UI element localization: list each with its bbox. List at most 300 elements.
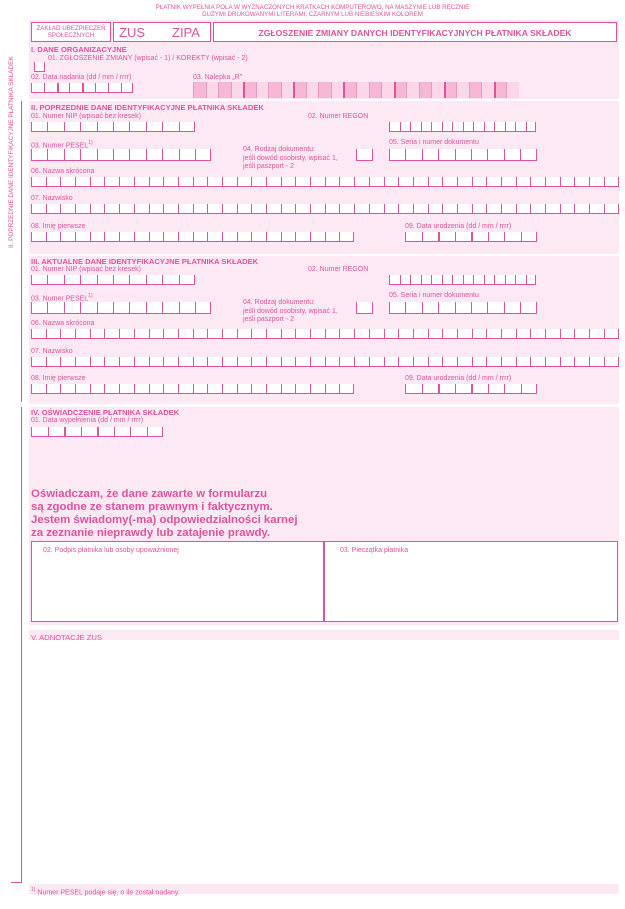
s3f08-cell[interactable] xyxy=(237,384,252,394)
s2f06-cell[interactable] xyxy=(442,177,457,187)
s1f02-cell[interactable] xyxy=(108,83,121,93)
s2f06-cell[interactable] xyxy=(31,177,46,187)
s2f02-cell[interactable] xyxy=(442,122,453,132)
s4f01-cell[interactable] xyxy=(31,427,48,437)
s3f08-cell[interactable] xyxy=(281,384,296,394)
s3f08-cell[interactable] xyxy=(222,384,237,394)
s2f07-cell[interactable] xyxy=(516,204,531,214)
s3f02-cell[interactable] xyxy=(473,275,484,285)
s2f06-cell[interactable] xyxy=(516,177,531,187)
s3f07-cell[interactable] xyxy=(178,357,193,367)
s3f06-cell[interactable] xyxy=(46,329,61,339)
s2f06-cell[interactable] xyxy=(472,177,487,187)
s3f02-cell[interactable] xyxy=(526,275,537,285)
s2f07-cell[interactable] xyxy=(384,204,399,214)
s3f07-cell[interactable] xyxy=(501,357,516,367)
s2f01-cell[interactable] xyxy=(31,122,47,132)
s2f07-cell[interactable] xyxy=(339,204,354,214)
s3f09-cell[interactable] xyxy=(455,384,472,394)
s3f02-cell[interactable] xyxy=(515,275,526,285)
s3f08-cell[interactable] xyxy=(207,384,222,394)
s3f09-cell[interactable] xyxy=(422,384,439,394)
s2f06-cell[interactable] xyxy=(266,177,281,187)
s3-f03-field[interactable] xyxy=(31,302,211,314)
s2f06-cell[interactable] xyxy=(193,177,208,187)
s3f01-cell[interactable] xyxy=(179,275,195,285)
s3f06-cell[interactable] xyxy=(222,329,237,339)
s3f06-cell[interactable] xyxy=(516,329,531,339)
s3f08-cell[interactable] xyxy=(251,384,266,394)
s3f06-cell[interactable] xyxy=(560,329,575,339)
s3f07-cell[interactable] xyxy=(574,357,589,367)
s2-f07-field[interactable] xyxy=(31,204,619,214)
s2f06-cell[interactable] xyxy=(574,177,589,187)
s2-f09-field[interactable] xyxy=(405,232,537,242)
s2f07-cell[interactable] xyxy=(149,204,164,214)
s2f07-cell[interactable] xyxy=(163,204,178,214)
s2f02-cell[interactable] xyxy=(421,122,432,132)
s3f07-cell[interactable] xyxy=(134,357,149,367)
s3f05-cell[interactable] xyxy=(455,302,471,314)
s2f01-cell[interactable] xyxy=(129,122,145,132)
s3f05-cell[interactable] xyxy=(405,302,421,314)
s2f06-cell[interactable] xyxy=(281,177,296,187)
s2f07-cell[interactable] xyxy=(574,204,589,214)
s3f08-cell[interactable] xyxy=(149,384,164,394)
s2f07-cell[interactable] xyxy=(560,204,575,214)
s2f02-cell[interactable] xyxy=(473,122,484,132)
s3f09-cell[interactable] xyxy=(405,384,422,394)
s2f06-cell[interactable] xyxy=(398,177,413,187)
s2f08-cell[interactable] xyxy=(295,232,310,242)
s3f06-cell[interactable] xyxy=(501,329,516,339)
s3f01-cell[interactable] xyxy=(113,275,129,285)
s2f07-cell[interactable] xyxy=(369,204,384,214)
s3-f07-field[interactable] xyxy=(31,357,619,367)
s3f07-cell[interactable] xyxy=(281,357,296,367)
s3f06-cell[interactable] xyxy=(281,329,296,339)
s2f07-cell[interactable] xyxy=(266,204,281,214)
s3f07-cell[interactable] xyxy=(251,357,266,367)
s3f06-cell[interactable] xyxy=(369,329,384,339)
s2f03-cell[interactable] xyxy=(162,149,178,161)
s3f08-cell[interactable] xyxy=(310,384,325,394)
s2f08-cell[interactable] xyxy=(149,232,164,242)
s3f06-cell[interactable] xyxy=(442,329,457,339)
s2f07-cell[interactable] xyxy=(530,204,545,214)
s2f02-cell[interactable] xyxy=(410,122,421,132)
s2f07-cell[interactable] xyxy=(75,204,90,214)
s2f08-cell[interactable] xyxy=(325,232,340,242)
s3f08-cell[interactable] xyxy=(46,384,61,394)
s2f08-cell[interactable] xyxy=(104,232,119,242)
s3f08-cell[interactable] xyxy=(295,384,310,394)
s3f03-cell[interactable] xyxy=(179,302,195,314)
s2f01-cell[interactable] xyxy=(113,122,129,132)
s2f08-cell[interactable] xyxy=(222,232,237,242)
s3f02-cell[interactable] xyxy=(442,275,453,285)
s3f07-cell[interactable] xyxy=(472,357,487,367)
s2f07-cell[interactable] xyxy=(90,204,105,214)
s3f07-cell[interactable] xyxy=(104,357,119,367)
s2f03-cell[interactable] xyxy=(97,149,113,161)
s4f01-cell[interactable] xyxy=(114,427,131,437)
s2f02-cell[interactable] xyxy=(526,122,537,132)
s3f06-cell[interactable] xyxy=(310,329,325,339)
s3-f09-field[interactable] xyxy=(405,384,537,394)
s3f01-cell[interactable] xyxy=(31,275,47,285)
s2f07-cell[interactable] xyxy=(310,204,325,214)
s2f03-cell[interactable] xyxy=(146,149,162,161)
s3f06-cell[interactable] xyxy=(193,329,208,339)
s3f07-cell[interactable] xyxy=(530,357,545,367)
s1f02-cell[interactable] xyxy=(69,83,82,93)
s1-f02-field[interactable] xyxy=(31,83,133,93)
s2f03-cell[interactable] xyxy=(80,149,96,161)
s2f05-cell[interactable] xyxy=(455,149,471,161)
s2f06-cell[interactable] xyxy=(413,177,428,187)
s2-f04-field[interactable] xyxy=(356,149,373,161)
s3f02-cell[interactable] xyxy=(452,275,463,285)
s3f06-cell[interactable] xyxy=(339,329,354,339)
s2f06-cell[interactable] xyxy=(545,177,560,187)
s2f07-cell[interactable] xyxy=(60,204,75,214)
s2f08-cell[interactable] xyxy=(251,232,266,242)
s4f01-cell[interactable] xyxy=(48,427,65,437)
s2f06-cell[interactable] xyxy=(251,177,266,187)
s2f01-cell[interactable] xyxy=(64,122,80,132)
s2f06-cell[interactable] xyxy=(310,177,325,187)
s3f06-cell[interactable] xyxy=(604,329,619,339)
s1f02-cell[interactable] xyxy=(82,83,95,93)
s3-f02-field[interactable] xyxy=(389,275,536,285)
s2f05-cell[interactable] xyxy=(487,149,503,161)
s2f07-cell[interactable] xyxy=(281,204,296,214)
s2f06-cell[interactable] xyxy=(75,177,90,187)
s3f08-cell[interactable] xyxy=(75,384,90,394)
s3f06-cell[interactable] xyxy=(251,329,266,339)
s3f06-cell[interactable] xyxy=(60,329,75,339)
s3f08-cell[interactable] xyxy=(325,384,340,394)
s2f06-cell[interactable] xyxy=(530,177,545,187)
s2f05-cell[interactable] xyxy=(504,149,520,161)
s3f03-cell[interactable] xyxy=(97,302,113,314)
stamp-box[interactable] xyxy=(324,541,618,622)
s2f02-cell[interactable] xyxy=(494,122,505,132)
s2f07-cell[interactable] xyxy=(604,204,619,214)
s2f03-cell[interactable] xyxy=(113,149,129,161)
s3f05-cell[interactable] xyxy=(487,302,503,314)
s2f07-cell[interactable] xyxy=(472,204,487,214)
s3f06-cell[interactable] xyxy=(413,329,428,339)
s3f06-cell[interactable] xyxy=(266,329,281,339)
s2f09-cell[interactable] xyxy=(471,232,488,242)
s2f07-cell[interactable] xyxy=(545,204,560,214)
s1f02-cell[interactable] xyxy=(95,83,108,93)
s2f08-cell[interactable] xyxy=(178,232,193,242)
s2f07-cell[interactable] xyxy=(486,204,501,214)
s3f06-cell[interactable] xyxy=(90,329,105,339)
s3f08-cell[interactable] xyxy=(31,384,46,394)
s2f06-cell[interactable] xyxy=(325,177,340,187)
s2f08-cell[interactable] xyxy=(310,232,325,242)
s3f02-cell[interactable] xyxy=(389,275,400,285)
s3f06-cell[interactable] xyxy=(325,329,340,339)
s2f07-cell[interactable] xyxy=(207,204,222,214)
s3f03-cell[interactable] xyxy=(31,302,47,314)
s3f09-cell[interactable] xyxy=(488,384,505,394)
s3f07-cell[interactable] xyxy=(428,357,443,367)
s2f06-cell[interactable] xyxy=(589,177,604,187)
signature-box[interactable] xyxy=(31,541,324,622)
s2f06-cell[interactable] xyxy=(339,177,354,187)
s3f02-cell[interactable] xyxy=(410,275,421,285)
s2f07-cell[interactable] xyxy=(46,204,61,214)
s2f06-cell[interactable] xyxy=(354,177,369,187)
s3f01-cell[interactable] xyxy=(80,275,96,285)
s3f07-cell[interactable] xyxy=(222,357,237,367)
s2f07-cell[interactable] xyxy=(457,204,472,214)
s3f07-cell[interactable] xyxy=(46,357,61,367)
s2f03-cell[interactable] xyxy=(129,149,145,161)
s2f05-cell[interactable] xyxy=(389,149,405,161)
s3f07-cell[interactable] xyxy=(207,357,222,367)
s2-f04-cell[interactable] xyxy=(356,149,373,161)
s3f07-cell[interactable] xyxy=(237,357,252,367)
s3f06-cell[interactable] xyxy=(149,329,164,339)
s2f06-cell[interactable] xyxy=(501,177,516,187)
s3f02-cell[interactable] xyxy=(421,275,432,285)
s3f01-cell[interactable] xyxy=(146,275,162,285)
s3f03-cell[interactable] xyxy=(195,302,211,314)
s2f07-cell[interactable] xyxy=(413,204,428,214)
s2f07-cell[interactable] xyxy=(589,204,604,214)
s2f02-cell[interactable] xyxy=(389,122,400,132)
s2f06-cell[interactable] xyxy=(428,177,443,187)
s3f07-cell[interactable] xyxy=(457,357,472,367)
s3f03-cell[interactable] xyxy=(113,302,129,314)
s2f02-cell[interactable] xyxy=(515,122,526,132)
s3f03-cell[interactable] xyxy=(80,302,96,314)
s3f07-cell[interactable] xyxy=(384,357,399,367)
s2f09-cell[interactable] xyxy=(521,232,538,242)
s3f08-cell[interactable] xyxy=(90,384,105,394)
s2-f02-field[interactable] xyxy=(389,122,536,132)
s2f07-cell[interactable] xyxy=(134,204,149,214)
s2f07-cell[interactable] xyxy=(31,204,46,214)
s3f07-cell[interactable] xyxy=(31,357,46,367)
s2f07-cell[interactable] xyxy=(104,204,119,214)
s3f02-cell[interactable] xyxy=(484,275,495,285)
s3f07-cell[interactable] xyxy=(193,357,208,367)
s3f01-cell[interactable] xyxy=(64,275,80,285)
s3f09-cell[interactable] xyxy=(471,384,488,394)
s3f05-cell[interactable] xyxy=(389,302,405,314)
s3f09-cell[interactable] xyxy=(521,384,538,394)
s4-f01-field[interactable] xyxy=(31,427,163,437)
s2f08-cell[interactable] xyxy=(90,232,105,242)
s2f08-cell[interactable] xyxy=(207,232,222,242)
s2f06-cell[interactable] xyxy=(119,177,134,187)
s3-f08-field[interactable] xyxy=(31,384,354,394)
s3f01-cell[interactable] xyxy=(47,275,63,285)
s3-f01-field[interactable] xyxy=(31,275,195,285)
s2f06-cell[interactable] xyxy=(163,177,178,187)
s3f05-cell[interactable] xyxy=(422,302,438,314)
s3-f04-field[interactable] xyxy=(356,302,373,314)
s2f01-cell[interactable] xyxy=(80,122,96,132)
s3f06-cell[interactable] xyxy=(574,329,589,339)
s2f02-cell[interactable] xyxy=(505,122,516,132)
s3f08-cell[interactable] xyxy=(193,384,208,394)
s3f07-cell[interactable] xyxy=(325,357,340,367)
s3f06-cell[interactable] xyxy=(472,329,487,339)
s1f02-cell[interactable] xyxy=(44,83,57,93)
s3f06-cell[interactable] xyxy=(589,329,604,339)
s2f09-cell[interactable] xyxy=(504,232,521,242)
s2f06-cell[interactable] xyxy=(457,177,472,187)
s3f03-cell[interactable] xyxy=(64,302,80,314)
s3f06-cell[interactable] xyxy=(398,329,413,339)
s3f07-cell[interactable] xyxy=(60,357,75,367)
s1f02-cell[interactable] xyxy=(31,83,44,93)
s3-f05-field[interactable] xyxy=(389,302,537,314)
s3f07-cell[interactable] xyxy=(119,357,134,367)
s2f06-cell[interactable] xyxy=(46,177,61,187)
s2f02-cell[interactable] xyxy=(452,122,463,132)
s3f07-cell[interactable] xyxy=(604,357,619,367)
s2f07-cell[interactable] xyxy=(442,204,457,214)
s3f07-cell[interactable] xyxy=(442,357,457,367)
s3f08-cell[interactable] xyxy=(119,384,134,394)
s2f06-cell[interactable] xyxy=(486,177,501,187)
s3f06-cell[interactable] xyxy=(178,329,193,339)
s2f06-cell[interactable] xyxy=(560,177,575,187)
s3f06-cell[interactable] xyxy=(119,329,134,339)
s3f07-cell[interactable] xyxy=(163,357,178,367)
s3f07-cell[interactable] xyxy=(486,357,501,367)
s2f07-cell[interactable] xyxy=(119,204,134,214)
s3f01-cell[interactable] xyxy=(129,275,145,285)
s3f07-cell[interactable] xyxy=(90,357,105,367)
s3f03-cell[interactable] xyxy=(162,302,178,314)
s2f06-cell[interactable] xyxy=(178,177,193,187)
s3f03-cell[interactable] xyxy=(47,302,63,314)
s2f08-cell[interactable] xyxy=(75,232,90,242)
s3f02-cell[interactable] xyxy=(400,275,411,285)
s2-f06-field[interactable] xyxy=(31,177,619,187)
s2f03-cell[interactable] xyxy=(195,149,211,161)
s2f08-cell[interactable] xyxy=(339,232,354,242)
s3f08-cell[interactable] xyxy=(339,384,354,394)
s2f01-cell[interactable] xyxy=(97,122,113,132)
s2f07-cell[interactable] xyxy=(193,204,208,214)
s2f06-cell[interactable] xyxy=(90,177,105,187)
s3f08-cell[interactable] xyxy=(134,384,149,394)
s2-f08-field[interactable] xyxy=(31,232,354,242)
s2f03-cell[interactable] xyxy=(179,149,195,161)
s3f03-cell[interactable] xyxy=(129,302,145,314)
s4f01-cell[interactable] xyxy=(147,427,164,437)
s2f06-cell[interactable] xyxy=(134,177,149,187)
s2f06-cell[interactable] xyxy=(104,177,119,187)
s2f02-cell[interactable] xyxy=(400,122,411,132)
s2f05-cell[interactable] xyxy=(422,149,438,161)
s2f06-cell[interactable] xyxy=(237,177,252,187)
s3f07-cell[interactable] xyxy=(310,357,325,367)
s4f01-cell[interactable] xyxy=(81,427,98,437)
s3f07-cell[interactable] xyxy=(149,357,164,367)
s2-f05-field[interactable] xyxy=(389,149,537,161)
s2f08-cell[interactable] xyxy=(31,232,46,242)
s3f06-cell[interactable] xyxy=(384,329,399,339)
s2f06-cell[interactable] xyxy=(207,177,222,187)
s3f06-cell[interactable] xyxy=(134,329,149,339)
s2f09-cell[interactable] xyxy=(405,232,422,242)
s2f08-cell[interactable] xyxy=(163,232,178,242)
s2f02-cell[interactable] xyxy=(484,122,495,132)
s2-f01-field[interactable] xyxy=(31,122,195,132)
s4f01-cell[interactable] xyxy=(97,427,114,437)
s2f06-cell[interactable] xyxy=(384,177,399,187)
s3f07-cell[interactable] xyxy=(589,357,604,367)
s2f09-cell[interactable] xyxy=(438,232,455,242)
s3f05-cell[interactable] xyxy=(438,302,454,314)
s2f09-cell[interactable] xyxy=(422,232,439,242)
s2f09-cell[interactable] xyxy=(455,232,472,242)
s3f08-cell[interactable] xyxy=(163,384,178,394)
s2f06-cell[interactable] xyxy=(295,177,310,187)
s3f01-cell[interactable] xyxy=(97,275,113,285)
s2f08-cell[interactable] xyxy=(60,232,75,242)
s2f06-cell[interactable] xyxy=(149,177,164,187)
s2f05-cell[interactable] xyxy=(471,149,487,161)
s2f08-cell[interactable] xyxy=(237,232,252,242)
s2f07-cell[interactable] xyxy=(501,204,516,214)
s3f06-cell[interactable] xyxy=(295,329,310,339)
s3f06-cell[interactable] xyxy=(207,329,222,339)
s3f05-cell[interactable] xyxy=(520,302,536,314)
s3-f04-cell[interactable] xyxy=(356,302,373,314)
s3f05-cell[interactable] xyxy=(471,302,487,314)
s2f02-cell[interactable] xyxy=(431,122,442,132)
s3f08-cell[interactable] xyxy=(266,384,281,394)
s3f02-cell[interactable] xyxy=(463,275,474,285)
s2f08-cell[interactable] xyxy=(193,232,208,242)
s3f03-cell[interactable] xyxy=(146,302,162,314)
s2f06-cell[interactable] xyxy=(222,177,237,187)
s2f07-cell[interactable] xyxy=(251,204,266,214)
s2f07-cell[interactable] xyxy=(398,204,413,214)
s2-f03-field[interactable] xyxy=(31,149,211,161)
s2f07-cell[interactable] xyxy=(222,204,237,214)
s1f02-cell[interactable] xyxy=(121,83,134,93)
s3f06-cell[interactable] xyxy=(75,329,90,339)
s1-f01-field[interactable] xyxy=(34,62,45,72)
s2f08-cell[interactable] xyxy=(119,232,134,242)
s3f07-cell[interactable] xyxy=(266,357,281,367)
s2f08-cell[interactable] xyxy=(266,232,281,242)
s3f08-cell[interactable] xyxy=(178,384,193,394)
s3f06-cell[interactable] xyxy=(457,329,472,339)
s4f01-cell[interactable] xyxy=(64,427,81,437)
s3f02-cell[interactable] xyxy=(431,275,442,285)
s3-f06-field[interactable] xyxy=(31,329,619,339)
s3f06-cell[interactable] xyxy=(428,329,443,339)
s3f08-cell[interactable] xyxy=(104,384,119,394)
s2f01-cell[interactable] xyxy=(179,122,195,132)
s1-f03-sticker-area[interactable] xyxy=(193,82,519,98)
